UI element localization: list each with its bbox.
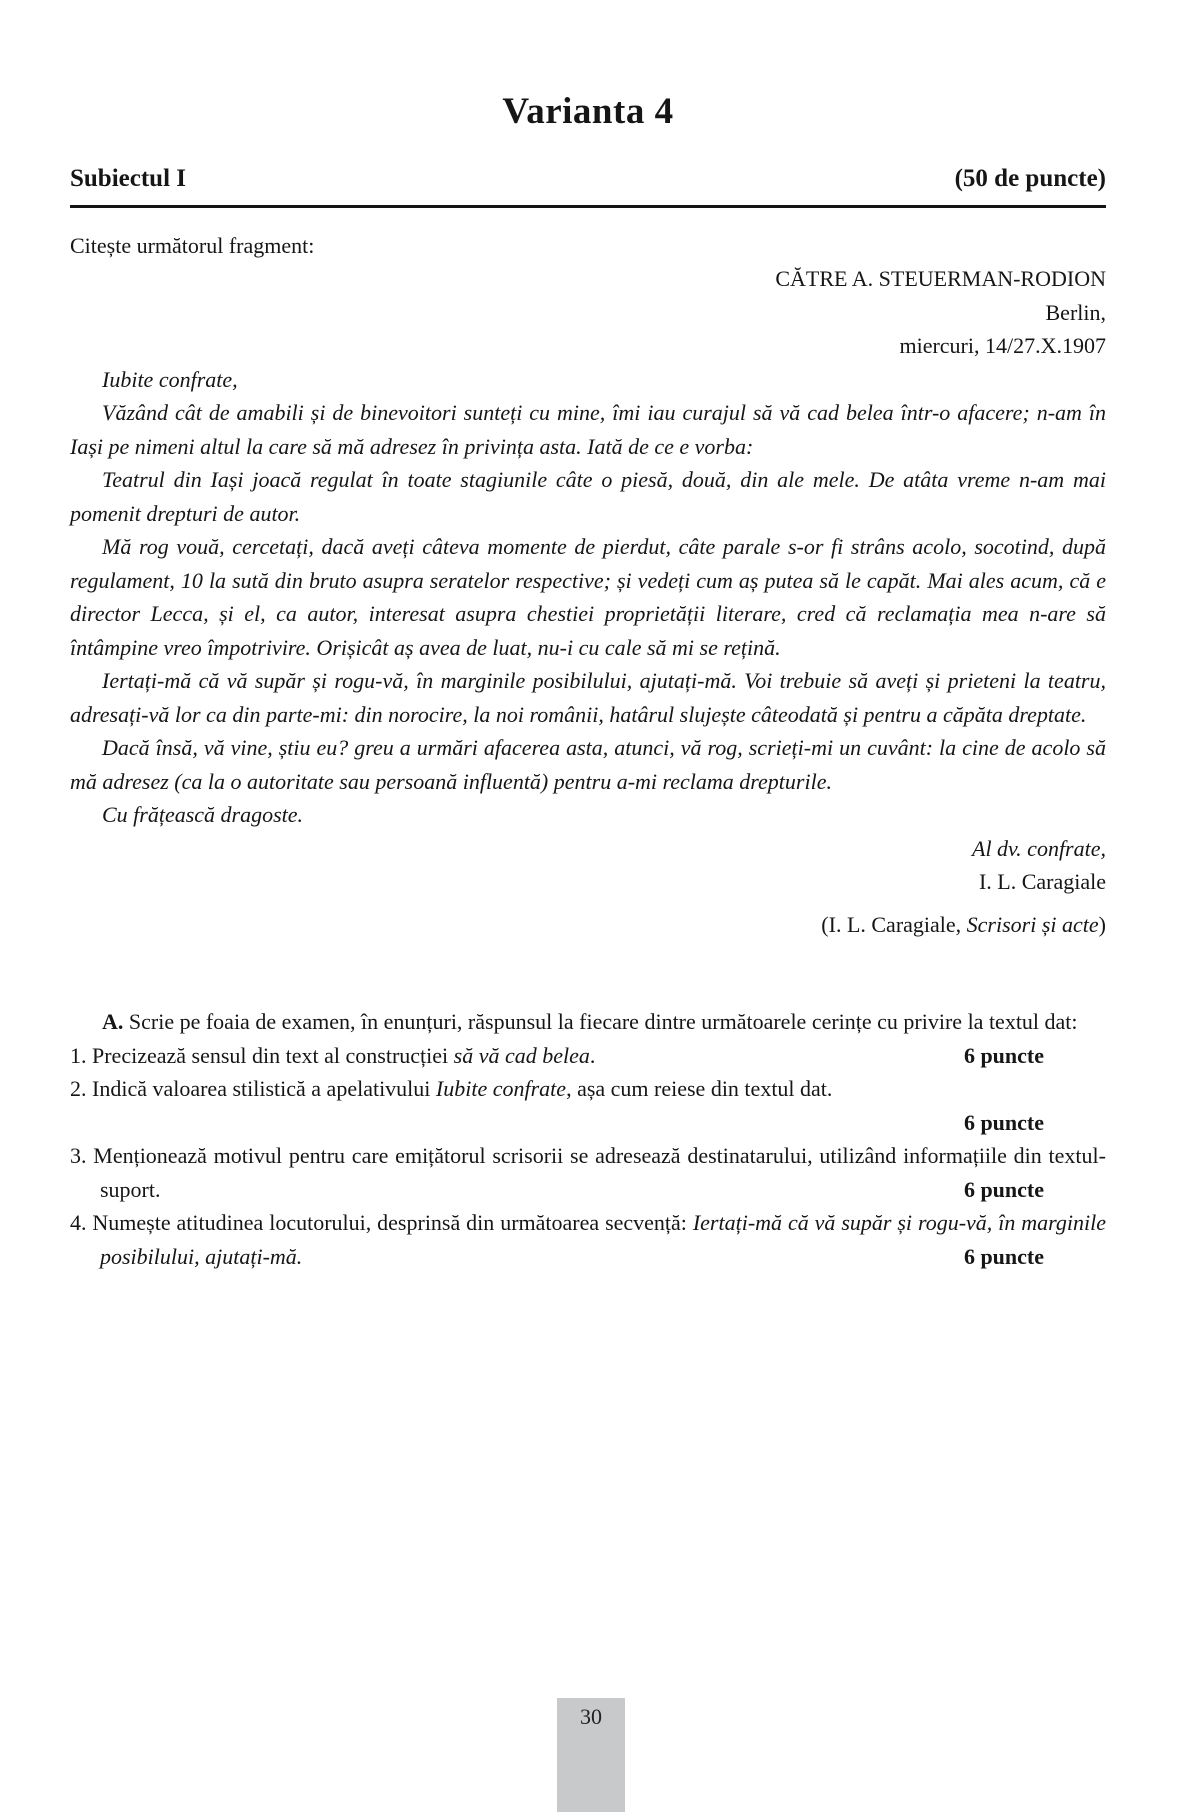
question-text: 2. Indică valoarea stilistică a apelativului: [70, 1076, 436, 1101]
question-text: 4. Numește atitudinea locutorului, desprinsă din următoarea secvență:: [70, 1210, 693, 1235]
question-text: 3. Menționează motivul pentru care emițătorul scrisorii se adresează destinatarului, utilizând informațiile din textul-suport.: [70, 1143, 1106, 1202]
page-title: Varianta 4: [502, 91, 674, 132]
section-header: [70, 162, 1106, 208]
task-label: A.: [102, 1009, 124, 1034]
letter-date: miercuri, 14/27.X.1907: [899, 333, 1106, 358]
question-1: [70, 1039, 1106, 1073]
letter-source: [70, 908, 1106, 942]
question-3: [70, 1139, 1106, 1206]
letter-recipient: CĂTRE A. STEUERMAN-RODION: [775, 266, 1106, 291]
question-2: [70, 1072, 1106, 1139]
question-text: 1. Precizează sensul din text al construcției: [70, 1042, 454, 1068]
page-number-bar: [557, 1698, 625, 1812]
source-author: (I. L. Caragiale,: [821, 911, 967, 937]
fragment-intro: Citește următorul fragment:: [70, 232, 315, 258]
question-points: 6 puncte: [963, 1243, 1044, 1269]
question-emphasis: Iertați-mă că vă supăr și rogu-vă, în marginile posibilului, ajutați-mă.: [100, 1210, 1106, 1269]
task-intro-text: Scrie pe foaia de examen, în enunțuri, răspunsul la fiecare dintre următoarele cerințe cu privire la textul dat:: [123, 1009, 1078, 1034]
letter-paragraph: Iertați-mă că vă supăr și rogu-vă, în marginile posibilului, ajutați-mă. Voi trebuie să aveți și prieteni la teatru, adresați-vă lor ca din parte-mi: din norocire, la noi românii, hatârul slujește câteodată și pentru a căpăta dreptate.: [70, 668, 1106, 727]
letter-paragraph: Mă rog vouă, cercetați, dacă aveți câteva momente de pierdut, câte parale s-or fi strâns acolo, socotind, după regulament, 10 la sută din bruto asupra seratelor respective; și vedeți cum aș putea să le capăt. Mai ales acum, că e director Lecca, și el, ca autor, interesat asupra chestiei proprietății literare, cred că reclamația mea n-are să întâmpine vreo împotrivire. Orișicât aș avea de luat, nu-i cu cale să mi se rețină.: [70, 534, 1106, 660]
source-close-paren: ): [1098, 911, 1106, 937]
question-4: [70, 1206, 1106, 1273]
letter-paragraph: Teatrul din Iași joacă regulat în toate stagiunile câte o piesă, două, din ale mele. De atâta vreme n-am mai pomenit drepturi de autor.: [70, 467, 1106, 526]
letter-closing: Al dv. confrate,: [972, 835, 1106, 861]
letter-paragraph: Cu frățească dragoste.: [102, 802, 304, 827]
letter-closing-block: [70, 832, 1106, 942]
letter-body: [70, 363, 1106, 832]
page-number: 30: [580, 1704, 602, 1729]
section-points: (50 de puncte): [954, 165, 1106, 192]
letter-heading: [70, 262, 1106, 363]
question-points: 6 puncte: [963, 1176, 1044, 1202]
letter-signature: I. L. Caragiale: [978, 869, 1106, 894]
question-emphasis: să vă cad belea: [453, 1042, 590, 1068]
letter-paragraph: Văzând cât de amabili și de binevoitori sunteți cu mine, îmi iau curajul să vă cad belea într-o afacere; n-am în Iași pe nimeni altul la care să mă adresez în privința asta. Iată de ce e vorba:: [70, 400, 1106, 459]
question-emphasis: Iubite confrate: [435, 1076, 567, 1101]
section-heading: Subiectul I: [70, 165, 187, 192]
question-points: 6 puncte: [963, 1042, 1044, 1068]
task-intro: [70, 1005, 1106, 1039]
question-text: , așa cum reiese din textul dat.: [566, 1076, 833, 1101]
question-text: .: [589, 1042, 596, 1068]
letter-salutation: Iubite confrate,: [102, 366, 238, 392]
tasks-section: [70, 1005, 1106, 1273]
question-points: 6 puncte: [963, 1109, 1044, 1135]
letter-place: Berlin,: [1045, 299, 1106, 325]
source-work-title: Scrisori și acte: [966, 911, 1099, 937]
letter-paragraph: Dacă însă, vă vine, știu eu? greu a urmări afacerea asta, atunci, vă rog, scrieți-mi un cuvânt: la cine de acolo să mă adresez (ca la o autoritate sau persoană influentă) pentru a-mi reclama drepturile.: [70, 735, 1106, 794]
